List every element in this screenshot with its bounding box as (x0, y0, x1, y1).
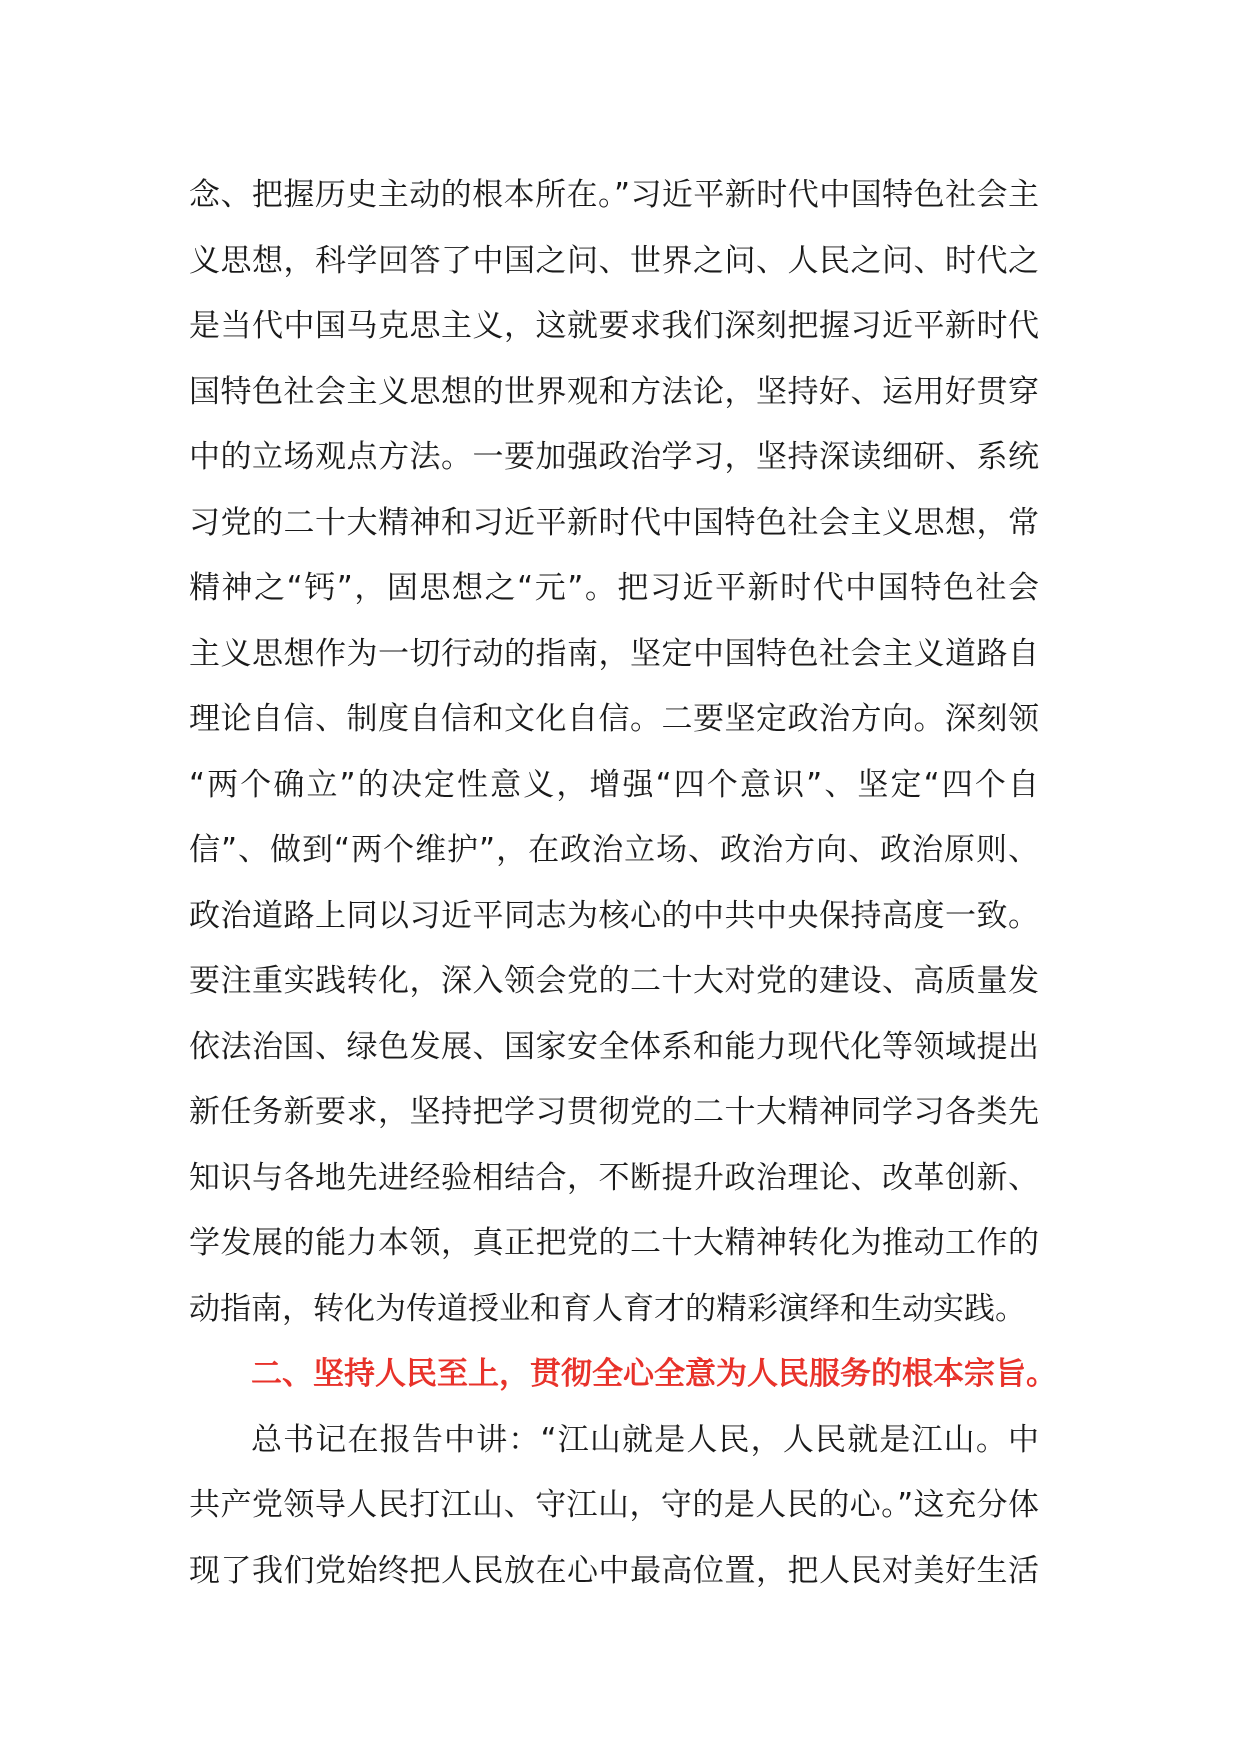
text-line: 念、把握历史主动的根本所在。”习近平新时代中国特色社会主 (189, 177, 1039, 213)
text-line: 国特色社会主义思想的世界观和方法论，坚持好、运用好贯穿 (189, 373, 1039, 410)
document-body (189, 163, 1057, 1604)
text-line: 知识与各地先进经验相结合，不断提升政治理论、改革创新、 (189, 1159, 1039, 1196)
text-line: 理论自信、制度自信和文化自信。二要坚定政治方向。深刻领 (189, 701, 1039, 737)
text-line: 要注重实践转化，深入领会党的二十大对党的建设、高质量发 (189, 963, 1039, 999)
paragraph-first-line: 总书记在报告中讲：“江山就是人民，人民就是江山。中 (251, 1421, 1039, 1458)
text-line: 现了我们党始终把人民放在心中最高位置，把人民对美好生活 (189, 1552, 1039, 1589)
text-line: “两个确立”的决定性意义，增强“四个意识”、坚定“四个自 (189, 766, 1039, 803)
paragraph-last-line: 动指南，转化为传道授业和育人育才的精彩演绎和生动实践。 (189, 1290, 1026, 1327)
text-line: 依法治国、绿色发展、国家安全体系和能力现代化等领域提出 (189, 1028, 1039, 1065)
text-line: 中的立场观点方法。一要加强政治学习，坚持深读细研、系统 (189, 439, 1039, 475)
text-line: 信”、做到“两个维护”，在政治立场、政治方向、政治原则、 (189, 832, 1039, 868)
section-heading: 二、坚持人民至上，贯彻全心全意为人民服务的根本宗旨。 (251, 1356, 1057, 1392)
text-line: 主义思想作为一切行动的指南，坚定中国特色社会主义道路自 (189, 635, 1039, 672)
text-line: 新任务新要求，坚持把学习贯彻党的二十大精神同学习各类先 (189, 1094, 1039, 1130)
text-line: 政治道路上同以习近平同志为核心的中共中央保持高度一致。 (189, 897, 1039, 934)
text-line: 精神之“钙”，固思想之“元”。把习近平新时代中国特色社会 (189, 570, 1039, 606)
text-line: 是当代中国马克思主义，这就要求我们深刻把握习近平新时代 (189, 308, 1039, 344)
text-line: 习党的二十大精神和习近平新时代中国特色社会主义思想，常 (189, 504, 1039, 541)
text-line: 义思想，科学回答了中国之问、世界之问、人民之问、时代之 (189, 242, 1039, 279)
text-line: 共产党领导人民打江山、守江山，守的是人民的心。”这充分体 (189, 1487, 1039, 1523)
text-line: 学发展的能力本领，真正把党的二十大精神转化为推动工作的 (189, 1225, 1039, 1261)
